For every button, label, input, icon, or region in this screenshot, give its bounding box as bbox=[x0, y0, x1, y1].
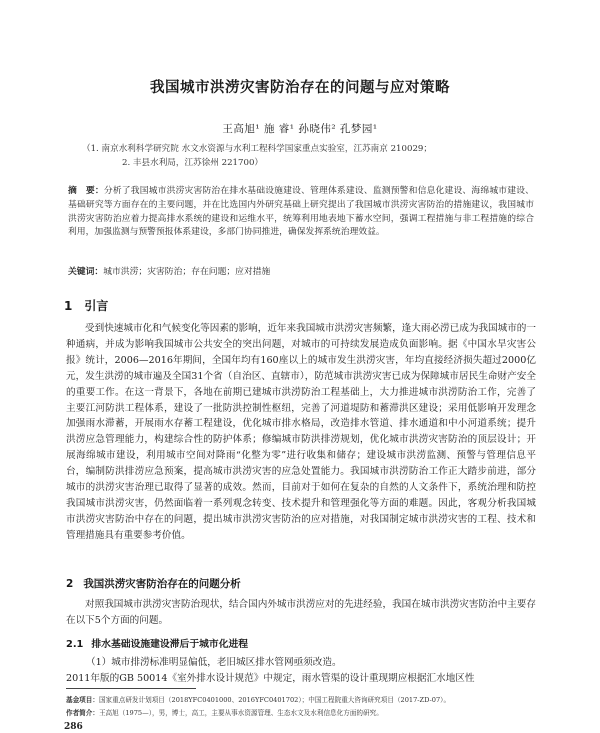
footnote-author-text: 王高旭（1975—），男，博士，高工，主要从事水资源管理、生态水文及水利信息化方面的研究。 bbox=[98, 709, 383, 717]
affiliation-line-1: （1. 南京水利科学研究院 水文水资源与水利工程科学国家重点实验室，江苏南京 210029； bbox=[82, 144, 432, 154]
section-2-1-heading bbox=[66, 636, 248, 650]
section-2-1-title: 排水基础设施建设滞后于城市化进程 bbox=[91, 639, 249, 650]
section-1-title: 引言 bbox=[84, 299, 109, 313]
paper-title: 我国城市洪涝灾害防治存在的问题与应对策略 bbox=[150, 80, 450, 96]
section-1-paragraph: 受到快速城市化和气候变化等因素的影响，近年来我国城市洪涝灾害频繁，逢大雨必涝已成为我国城市的一种通病，并成为影响我国城市公共安全的突出问题，对城市的可持续发展造成负面影响。据《中国水旱灾害公报》统计，2006—2016年期间，全国年均有160座以上的城市发生洪涝灾害，年均直接经济损失超过2000亿元，发生洪涝的城市遍及全国31个省（自治区、直辖市），防范城市洪涝灾害已成为保障城市居民生命财产安全的重要工作。在这一背景下，各地在前期已建城市洪涝防治工程基础上，大力推进城市洪涝防治工作，完善了主要江河防洪工程体系，建设了一批防洪控制性枢纽，完善了河道堤防和蓄滞洪区建设；采用低影响开发理念加强雨水滞蓄，开展雨水存蓄工程建设，优化城市排水格局，改造排水管道、排水通道和中小河道系统；提升洪涝应急管理能力，构建综合性的防护体系；修编城市防洪排涝规划，优化城市洪涝灾害防治的顶层设计；开展海绵城市建设，利用城市空间对降雨“化整为零”进行收集和储存；建设城市洪涝监测、预警与管理信息平台，编制防洪排涝应急预案，提高城市洪涝灾害的应急处置能力。我国城市洪涝防治工作正大踏步前进，部分城市的洪涝灾害治理已取得了显著的成效。然而，目前对于如何在复杂的自然的人文条件下，系统治理和防控我国城市洪涝灾害，仍然面临着一系列观念转变、技术提升和管理强化等方面的难题。因此，客观分析我国城市洪涝灾害防治中存在的问题，提出城市洪涝灾害防治的应对措施，对我国制定城市洪涝灾害的工程、技术和管理措施具有重要参考价值。 bbox=[66, 323, 536, 541]
section-2-paragraph: 对照我国城市洪涝灾害防治现状，结合国内外城市洪涝应对的先进经验，我国在城市洪涝灾害防治中主要存在以下5个方面的问题。 bbox=[66, 599, 536, 626]
page-number: 286 bbox=[64, 722, 83, 732]
abstract-label: 摘 要： bbox=[68, 186, 104, 196]
section-2-title: 我国洪涝灾害防治存在的问题分析 bbox=[83, 578, 241, 590]
footnote-author-label: 作者简介： bbox=[66, 709, 99, 717]
section-2-number: 2 bbox=[66, 578, 74, 590]
section-1-number: 1 bbox=[64, 299, 73, 313]
footnote-author bbox=[66, 707, 536, 717]
footnote-divider bbox=[66, 688, 196, 689]
author-list: 王高旭¹ 施 睿¹ 孙晓伟² 孔梦园¹ bbox=[222, 123, 378, 135]
section-2-1-number: 2.1 bbox=[66, 639, 84, 650]
abstract-text: 分析了我国城市洪涝灾害防治在排水基础设施建设、管理体系建设、监测预警和信息化建设、海绵城市建设、基础研究等方面存在的主要问题，并在比选国内外研究基础上研究提出了我国城市洪涝灾害防治的措施建议，我国城市洪涝灾害防治应着力提高排水系统的建设和运维水平，统筹利用地表地下蓄水空间，强调工程措施与非工程措施的综合利用，加强监测与预警预报体系建设，多部门协同推进，确保发挥系统治理效益。 bbox=[68, 186, 534, 238]
footnote-fund-label: 基金项目： bbox=[66, 696, 99, 704]
keywords bbox=[68, 264, 534, 277]
section-2-1-text: 2011年版的GB 50014《室外排水设计规范》中规定，雨水管渠的设计重现期应根据汇水地区性 bbox=[66, 673, 475, 684]
keywords-text: 城市洪涝；灾害防治；存在问题；应对措施 bbox=[103, 267, 271, 277]
section-2-1-item-1: （1）城市排涝标准明显偏低，老旧城区排水管网亟须改造。 bbox=[86, 657, 342, 668]
affiliation-line-2: 2. 丰县水利局，江苏徐州 221700） bbox=[122, 158, 264, 168]
section-2-heading bbox=[66, 576, 241, 591]
keywords-label: 关键词： bbox=[68, 267, 104, 277]
section-1-heading bbox=[64, 297, 108, 314]
footnote-fund bbox=[66, 694, 536, 704]
footnote-fund-text: 国家重点研发计划项目（2018YFC0401000、2016YFC0401702）；中国工程院重大咨询研究项目（2017-ZD-07）。 bbox=[98, 696, 451, 704]
abstract bbox=[68, 185, 534, 240]
